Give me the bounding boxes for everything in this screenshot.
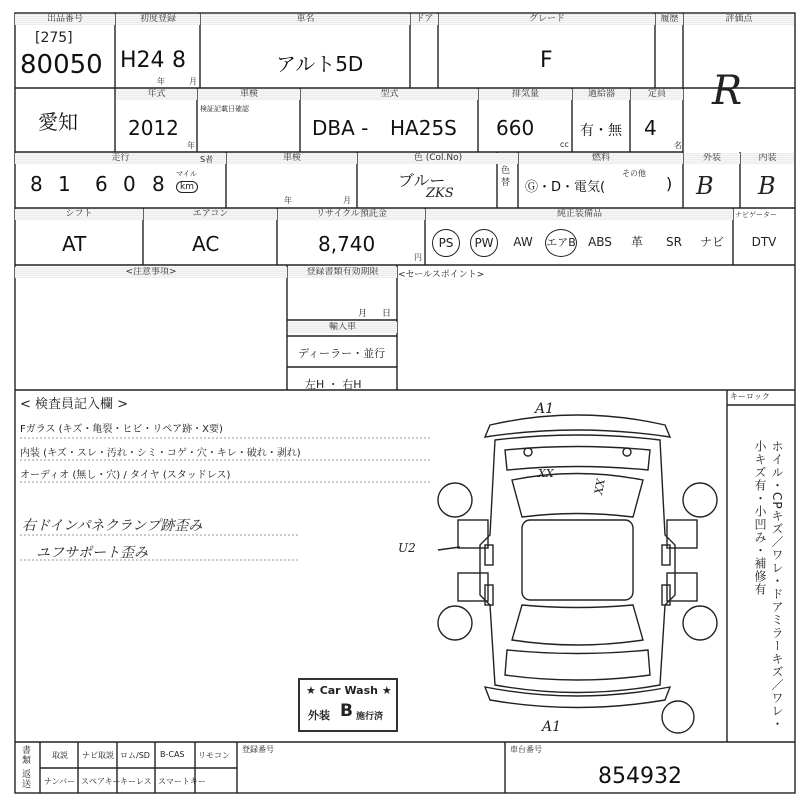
score-label: 評価点 xyxy=(684,14,794,25)
color-label: 色 (Col.No) xyxy=(358,153,518,164)
inspector-handwritten-1: 右ドインパネクランプ跡歪み xyxy=(22,518,203,534)
recycle-label: リサイクル預託金 xyxy=(278,209,425,220)
sales-point-label: <セールスポイント> xyxy=(398,270,485,280)
item-bcas: B-CAS xyxy=(160,750,185,759)
mileage-mile-unit: マイル xyxy=(176,170,197,178)
registration-month-unit: 月 xyxy=(189,77,197,86)
mileage-digit-3: 6 xyxy=(95,172,108,196)
displacement: 660 xyxy=(496,116,535,140)
equipment-airbag: エアB xyxy=(545,229,577,257)
equipment-dtv: DTV xyxy=(751,235,777,249)
s-label: S者 xyxy=(200,155,214,164)
car-name-label: 車名 xyxy=(201,14,410,25)
equipment-leather: 革 xyxy=(630,235,643,249)
registration-month: 8 xyxy=(172,48,186,73)
inspection-label: 車検 xyxy=(198,89,300,100)
equipment-aw: AW xyxy=(513,235,533,249)
mileage-digit-1: 8 xyxy=(30,172,43,196)
color-change-label: 色替 xyxy=(501,166,511,188)
equipment-ps: PS xyxy=(432,229,460,257)
model-year-label: 年式 xyxy=(116,89,197,100)
fuel-other: その他 xyxy=(622,169,646,178)
displacement-label: 排気量 xyxy=(479,89,572,100)
expiry-month-unit: 月 xyxy=(358,309,368,319)
turbo-label: 過給器 xyxy=(573,89,630,100)
shift-value: AT xyxy=(62,232,87,256)
mileage-label: 走行 xyxy=(15,153,226,164)
model-year-unit: 年 xyxy=(187,141,195,150)
model-year: 2012 xyxy=(128,116,179,140)
car-wash-grade: B xyxy=(340,701,353,721)
inspector-line-interior: 内装 (キズ・スレ・汚れ・シミ・コゲ・穴・キレ・破れ・剥れ) xyxy=(20,448,301,459)
item-keyless: キーレス xyxy=(120,777,152,786)
import-dealer: ディーラー・並行 xyxy=(298,347,386,360)
lot-number: 80050 xyxy=(20,50,103,80)
document-expiry-label: 登録書類有効期限 xyxy=(288,267,397,278)
fuel-options: Ⓖ・D・電気( xyxy=(525,180,606,195)
shift-label: シフト xyxy=(15,209,143,220)
fuel-close: ) xyxy=(666,174,673,193)
rear-damage-mark: A1 xyxy=(542,719,562,735)
turbo-value: 有・無 xyxy=(580,123,622,139)
shaken-year-unit: 年 xyxy=(284,196,292,205)
equipment-navi: ナビ xyxy=(699,235,724,249)
inspector-title: < 検査員記入欄 > xyxy=(20,397,129,412)
steering-side: 左H ・ 右H xyxy=(305,378,362,391)
car-name: アルト5D xyxy=(276,52,364,76)
exterior-grade: B xyxy=(696,172,714,200)
fuel-label: 燃料 xyxy=(519,153,683,164)
color-code: ZKS xyxy=(426,186,454,201)
item-spare-key: スペアキー xyxy=(81,777,121,786)
grade-value: F xyxy=(540,48,553,73)
displacement-unit: cc xyxy=(560,140,569,149)
equipment-label: 純正装備品 xyxy=(426,209,733,220)
auction-score: R xyxy=(712,68,743,114)
expiry-day-unit: 日 xyxy=(382,309,392,319)
equipment-pw: PW xyxy=(470,229,498,257)
type-label: 型式 xyxy=(301,89,478,100)
car-wash-ext-label: 外装 xyxy=(308,709,330,722)
interior-grade: B xyxy=(758,172,776,200)
aircon-value: AC xyxy=(192,232,220,256)
import-label: 輸入車 xyxy=(288,322,397,333)
mileage-digit-2: 1 xyxy=(58,172,71,196)
lot-bracket: [275] xyxy=(35,30,73,46)
lot-number-label: 出品番号 xyxy=(15,14,115,25)
recycle-unit: 円 xyxy=(414,253,422,262)
car-wash-done: 施行済 xyxy=(356,712,384,722)
inspector-line-audio: オーディオ (無し・穴) / タイヤ (スタッドレス) xyxy=(20,470,231,481)
documents-label: 書類 xyxy=(22,746,32,766)
car-wash-stamp xyxy=(298,678,398,732)
recycle-fee: 8,740 xyxy=(318,232,376,256)
equipment-sr: SR xyxy=(666,235,682,249)
exterior-label: 外装 xyxy=(684,153,740,164)
history-label: 履歴 xyxy=(656,14,683,25)
key-lock-label: キーロック xyxy=(730,392,770,401)
navigator-label: ナビゲーター xyxy=(735,211,777,219)
inspector-line-glass: Fガラス (キズ・亀裂・ヒビ・リペア跡・X要) xyxy=(20,424,223,435)
color-value: ブルー xyxy=(398,171,446,190)
registration-number-label: 登録番号 xyxy=(242,745,274,754)
item-manual: 取説 xyxy=(52,751,68,760)
item-remote: リモコン xyxy=(198,751,230,760)
equipment-abs: ABS xyxy=(588,235,612,249)
item-navi-manual: ナビ取説 xyxy=(82,751,114,760)
capacity-unit: 名 xyxy=(674,141,682,150)
side-damage-mark-text: U2 xyxy=(398,541,416,555)
inspector-handwritten-2: ユフサポート歪み xyxy=(36,545,148,561)
mileage-digit-5: 8 xyxy=(152,172,165,196)
type-prefix: DBA - xyxy=(312,116,369,140)
front-damage-mark: A1 xyxy=(535,401,555,417)
interior-label: 内装 xyxy=(741,153,794,164)
item-rom-sd: ロム/SD xyxy=(120,751,150,760)
item-number-plate: ナンバー xyxy=(44,777,76,786)
car-wash-title: ★ Car Wash ★ xyxy=(306,684,392,697)
capacity: 4 xyxy=(644,116,657,140)
shaken-month-unit: 月 xyxy=(343,196,351,205)
hood-damage-mark: XX xyxy=(538,467,554,480)
damage-legend: ホイル・CPキズ／ワレ・ドアミラーキズ／ワレ・小キズ有・小凹み・補修有 xyxy=(753,440,784,731)
mileage-digit-4: 0 xyxy=(123,172,136,196)
chassis-number-label: 車台番号 xyxy=(510,745,542,754)
door-label: ドア xyxy=(411,14,438,25)
item-smart-key: スマートキー xyxy=(158,777,206,786)
grade-label: グレード xyxy=(439,14,655,25)
documents-note: 返送 xyxy=(22,770,32,790)
notice-label: <注意事項> xyxy=(15,267,287,278)
first-registration-label: 初度登録 xyxy=(116,14,200,25)
shaken-label: 車検 xyxy=(227,153,357,164)
fender-damage-mark: XX xyxy=(592,477,608,496)
chassis-number: 854932 xyxy=(598,764,682,789)
inspection-note: 検証記載日確認 xyxy=(200,105,249,113)
region: 愛知 xyxy=(38,110,78,134)
type-code: HA25S xyxy=(390,116,457,140)
capacity-label: 定員 xyxy=(631,89,683,100)
registration-year-unit: 年 xyxy=(157,77,165,86)
aircon-label: エアコン xyxy=(144,209,277,220)
mileage-km-unit: km xyxy=(176,181,198,193)
car-damage-diagram xyxy=(430,395,725,740)
registration-era: H24 xyxy=(120,48,165,73)
